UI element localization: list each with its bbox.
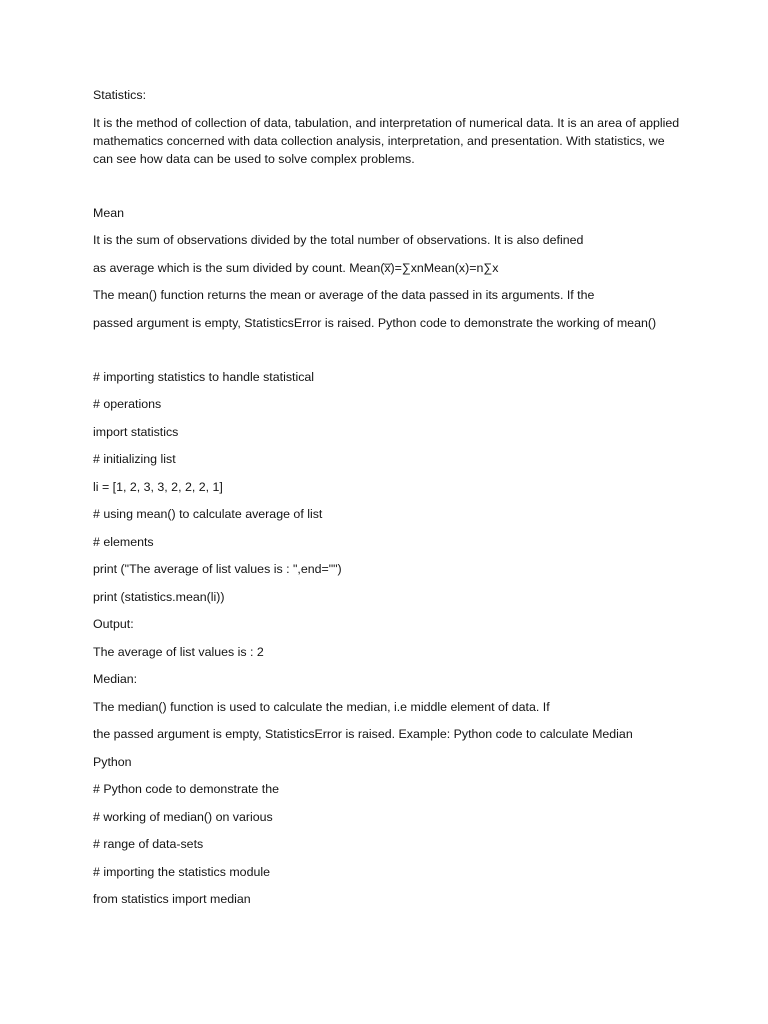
code-line: # using mean() to calculate average of list (93, 507, 323, 521)
code-line: print (statistics.mean(li)) (93, 589, 225, 604)
code-line: # elements (93, 534, 154, 549)
code-line: li = [1, 2, 3, 3, 2, 2, 2, 1] (93, 479, 223, 494)
document-page (93, 86, 683, 908)
code-line: from statistics import median (93, 892, 251, 906)
mean-function-line-2: passed argument is empty, StatisticsError is raised. Python code to demonstrate the working of mean() (93, 315, 657, 330)
mean-definition-line-2: as average which is the sum divided by count. Mean(x̅)=∑xnMean(x)=n∑x (93, 260, 499, 275)
code-line: # importing the statistics module (93, 864, 270, 879)
median-line-1: The median() function is used to calculate the median, i.e middle element of data. If (93, 699, 550, 714)
heading-median: Median: (93, 672, 138, 686)
heading-mean: Mean (93, 205, 124, 220)
code-line: print ("The average of list values is : ",end="") (93, 562, 342, 576)
output-value: The average of list values is : 2 (93, 644, 264, 659)
code-line: # initializing list (93, 452, 176, 466)
mean-definition-line-1: It is the sum of observations divided by the total number of observations. It is also defined (93, 233, 584, 247)
mean-function-line-1: The mean() function returns the mean or average of the data passed in its arguments. If the (93, 288, 595, 302)
output-label: Output: (93, 617, 134, 631)
intro-paragraph: It is the method of collection of data, tabulation, and interpretation of numerical data. It is an area of applied mathematics concerned with data collection analysis, interpretation, and presentation. With statistics, we can see how data can be used to solve complex problems. (93, 115, 680, 166)
code-line: # range of data-sets (93, 837, 204, 851)
code-line: # operations (93, 397, 162, 411)
code-line: # working of median() on various (93, 809, 273, 824)
python-label: Python (93, 754, 132, 769)
code-line: # Python code to demonstrate the (93, 782, 279, 796)
code-line: import statistics (93, 424, 179, 439)
median-line-2: the passed argument is empty, StatisticsError is raised. Example: Python code to calculate Median (93, 727, 633, 741)
heading-statistics: Statistics: (93, 88, 147, 102)
code-line: # importing statistics to handle statistical (93, 369, 315, 384)
